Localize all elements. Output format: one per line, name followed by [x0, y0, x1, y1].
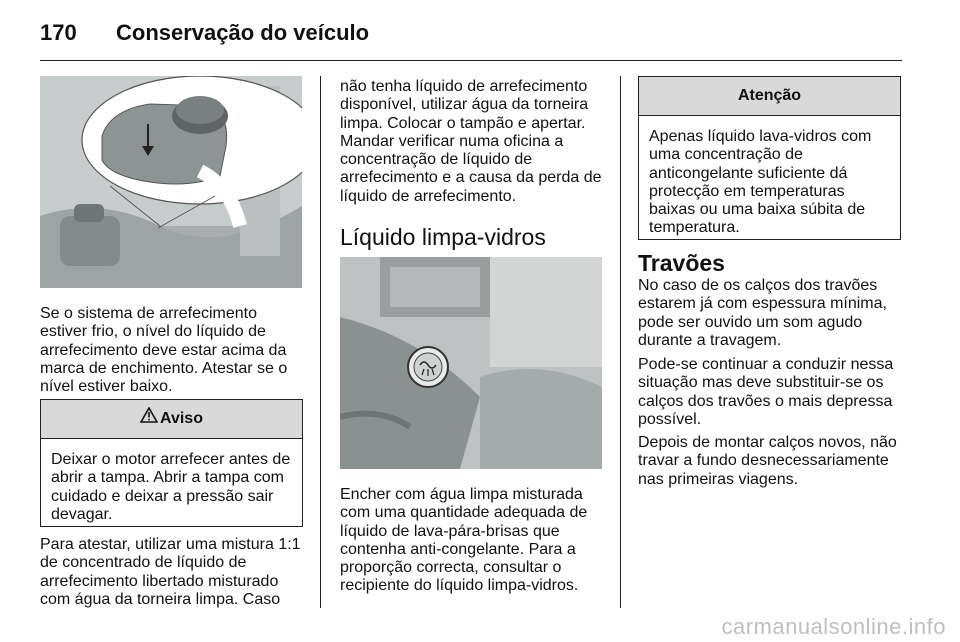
washer-fluid-photo — [340, 257, 602, 469]
washer-fill-paragraph: Encher com água limpa misturada com uma quantidade adequada de líquido de lava-pára-brisas que contenha anti-congelante. Para a proporção correcta, consultar o recipiente do líquido limpa-vidros. — [340, 486, 588, 595]
warning-box — [40, 399, 303, 527]
coolant-reservoir-photo — [40, 76, 302, 288]
brakes-heading: Travões — [638, 250, 725, 276]
coolant-level-paragraph: Se o sistema de arrefecimento estiver frio, o nível do líquido de arrefecimento deve estar acima da marca de enchimento. Atestar se o nível estiver baixo. — [40, 305, 288, 396]
washer-fluid-heading: Líquido limpa-vidros — [340, 224, 546, 250]
watermark: carmanualsonline.info — [721, 614, 946, 639]
column-divider — [620, 76, 621, 608]
caution-box — [638, 76, 901, 240]
coolant-continued-paragraph: não tenha líquido de arrefecimento disponível, utilizar água da torneira limpa. Colocar o tampão e apertar. Mandar verificar numa oficina a concentração de líquido de arrefecimento e a causa da perda de líquido de arrefecimento. — [340, 78, 602, 205]
header-rule — [40, 60, 902, 61]
warning-title: Aviso — [160, 410, 203, 427]
column-divider — [320, 76, 321, 608]
page-title: Conservação do veículo — [116, 20, 370, 45]
warning-triangle-icon — [140, 400, 158, 438]
warning-text: Deixar o motor arrefecer antes de abrir a tampa. Abrir a tampa com cuidado e deixar a pressão sair devagar. — [51, 451, 291, 523]
brakes-paragraph-1: No caso de os calços dos travões estarem já com espessura mínima, pode ser ouvido um som agudo durante a travagem. — [638, 277, 887, 349]
brakes-paragraph-3: Depois de montar calços novos, não travar a fundo desnecessariamente nas primeiras viagens. — [638, 434, 897, 488]
caution-text: Apenas líquido lava-vidros com uma concentração de anticongelante suficiente dá protecção em temperaturas baixas ou uma baixa súbita de temperatura. — [649, 128, 872, 237]
brakes-paragraph-2: Pode-se continuar a conduzir nessa situação mas deve substituir-se os calços dos travões o mais depressa possível. — [638, 356, 894, 428]
caution-title: Atenção — [639, 77, 900, 116]
refill-paragraph: Para atestar, utilizar uma mistura 1:1 de concentrado de líquido de arrefecimento libertado misturado com água da torneira limpa. Caso — [40, 536, 301, 608]
page-number: 170 — [40, 20, 77, 45]
warning-header — [41, 400, 302, 439]
